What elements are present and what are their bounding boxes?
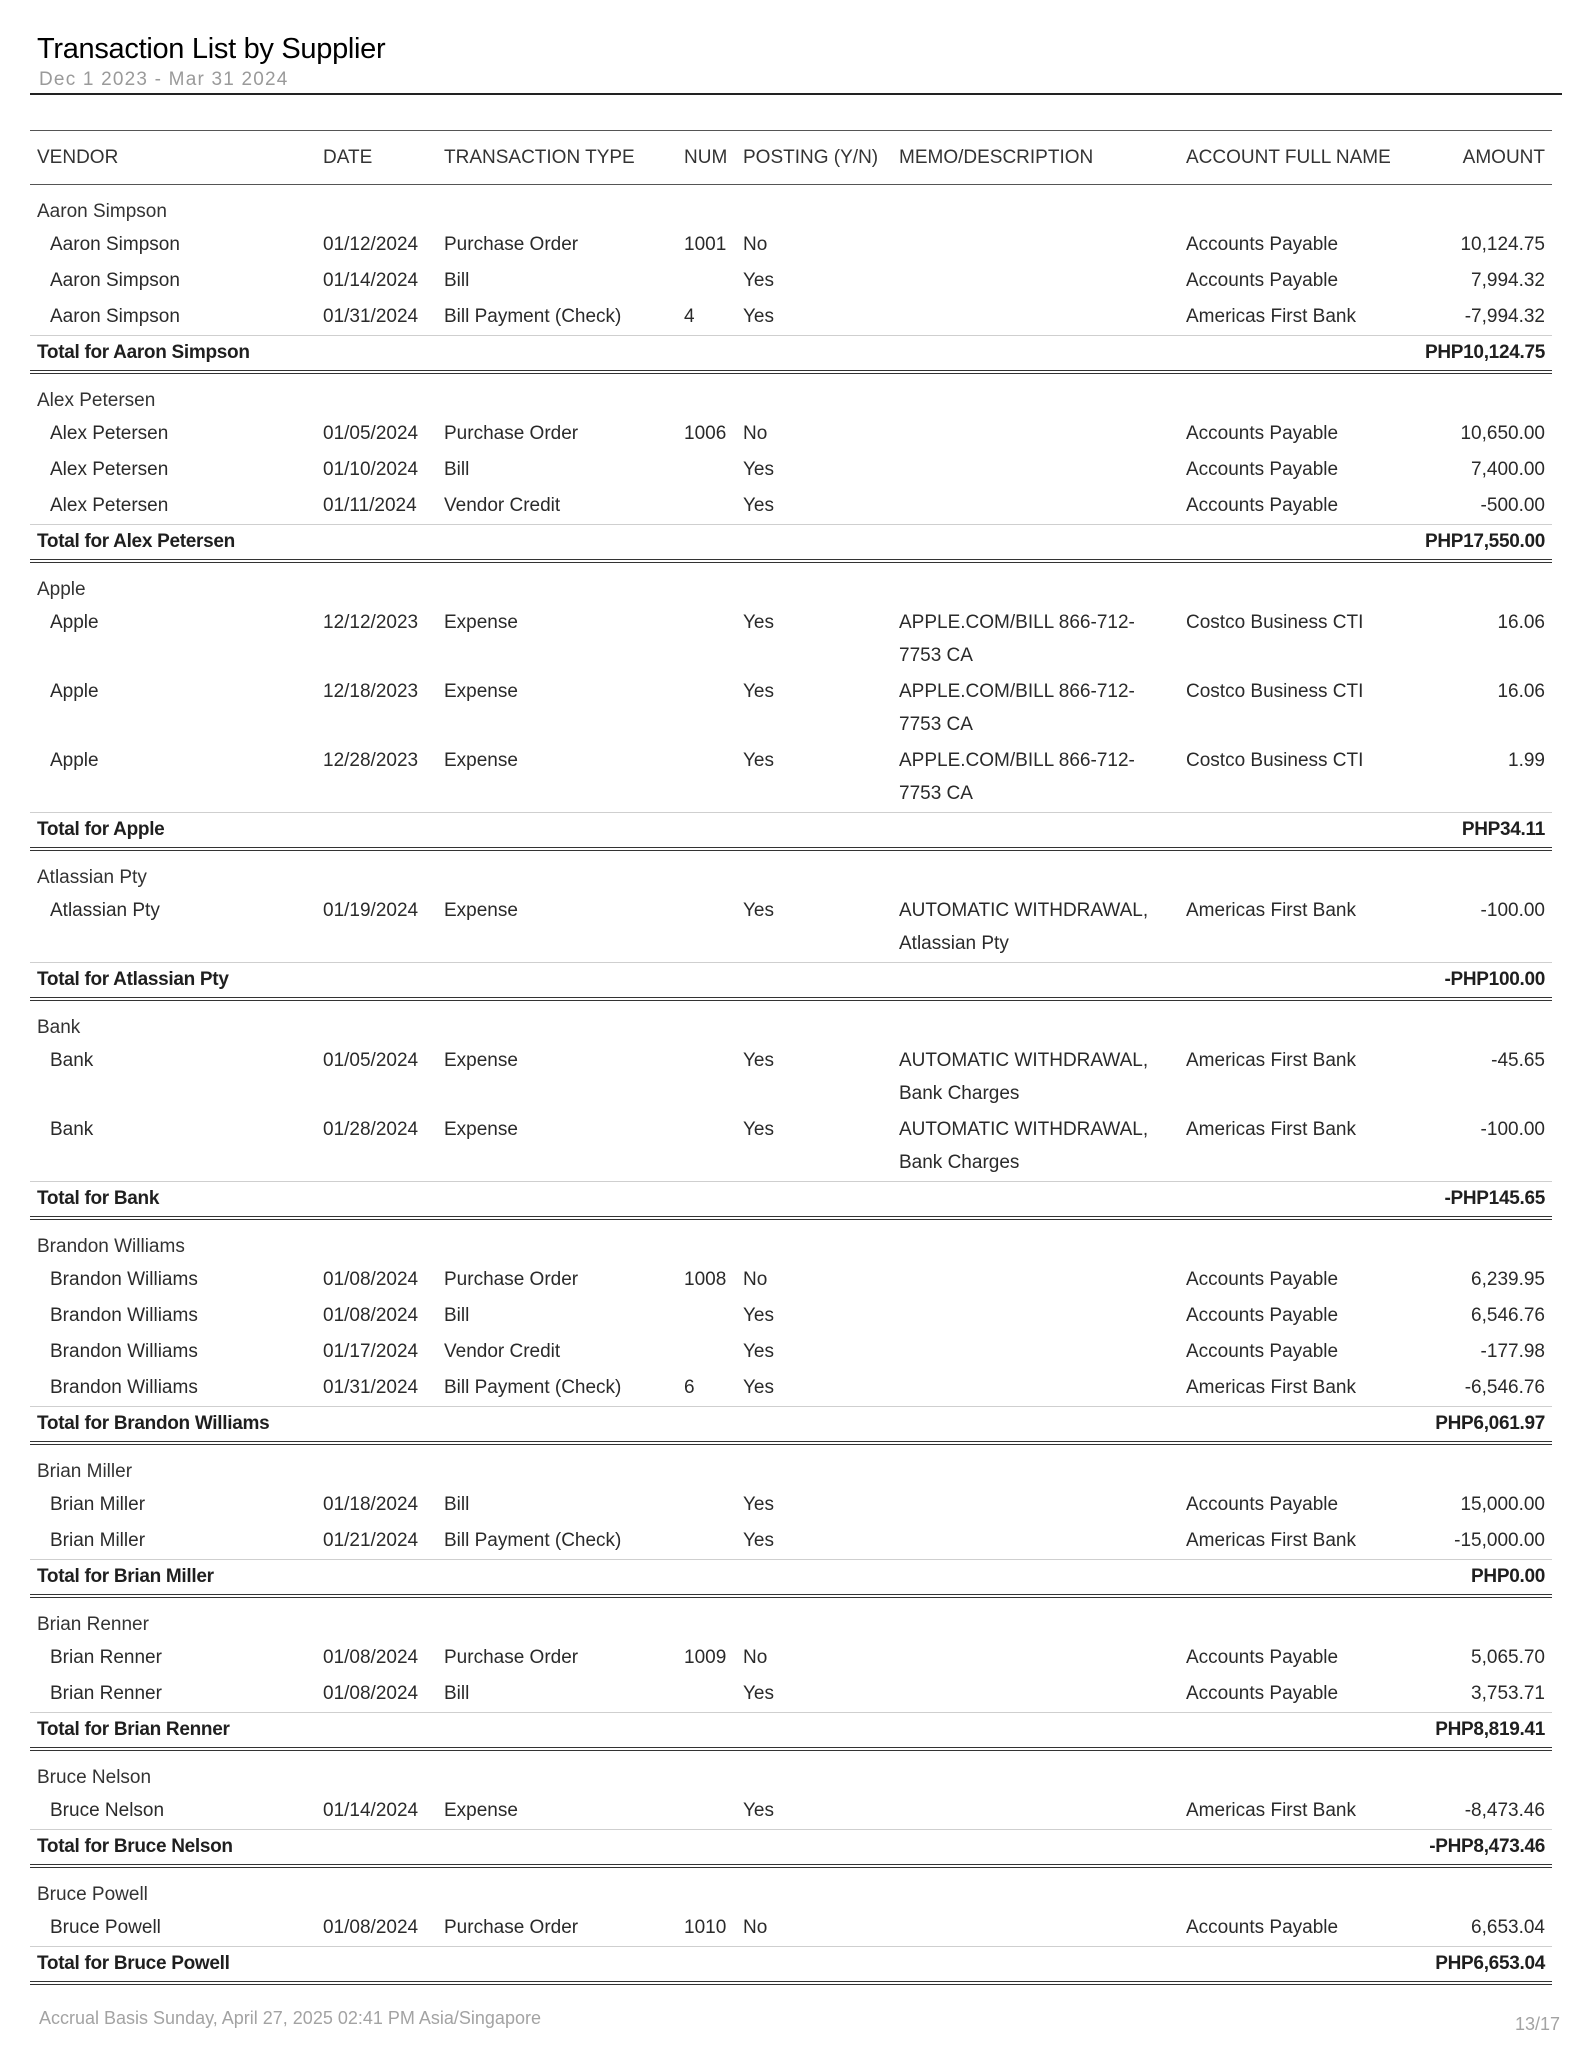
cell-vendor: Brian Renner (50, 1683, 162, 1704)
cell-transaction-type: Bill (444, 1305, 470, 1326)
cell-memo (892, 1334, 1179, 1370)
group-total-amount: PHP8,819.41 (1415, 1713, 1552, 1750)
group-total-label: Total for Apple (30, 813, 1415, 850)
table-row (30, 674, 1552, 743)
cell-account: Accounts Payable (1186, 1341, 1339, 1362)
cell-date: 01/08/2024 (323, 1269, 419, 1290)
cell-posting: Yes (743, 306, 774, 327)
group-total-row (30, 1830, 1552, 1867)
table-row (30, 743, 1552, 813)
table-body (30, 185, 1552, 1984)
group-name: Atlassian Pty (37, 867, 147, 888)
cell-memo (892, 488, 1179, 525)
cell-date: 01/10/2024 (323, 459, 419, 480)
cell-num: 1008 (684, 1269, 727, 1290)
group-total-label: Total for Alex Petersen (30, 525, 1415, 562)
cell-vendor: Bruce Powell (50, 1917, 161, 1938)
group-header-row (30, 185, 1552, 228)
column-header-posting: POSTING (Y/N) (736, 131, 892, 185)
cell-amount: 6,546.76 (1471, 1305, 1545, 1326)
cell-vendor: Atlassian Pty (50, 900, 160, 921)
group-name: Brian Miller (37, 1461, 133, 1482)
cell-account: Accounts Payable (1186, 423, 1339, 444)
cell-vendor: Aaron Simpson (50, 270, 180, 291)
cell-posting: Yes (743, 1305, 774, 1326)
group-total-label: Total for Brandon Williams (30, 1407, 1415, 1444)
cell-transaction-type: Expense (444, 1050, 518, 1071)
cell-account: Accounts Payable (1186, 1494, 1339, 1515)
cell-date: 12/12/2023 (323, 612, 419, 633)
group-name: Bruce Nelson (37, 1767, 152, 1788)
cell-posting: Yes (743, 1377, 774, 1398)
table-row (30, 227, 1552, 263)
cell-num (677, 452, 736, 488)
cell-memo: AUTOMATIC WITHDRAWAL, Bank Charges (899, 1050, 1149, 1104)
cell-num (677, 605, 736, 674)
cell-transaction-type: Bill Payment (Check) (444, 1377, 622, 1398)
cell-transaction-type: Expense (444, 1800, 518, 1821)
group-total-label: Total for Bank (30, 1182, 1415, 1219)
cell-date: 01/14/2024 (323, 1800, 419, 1821)
cell-posting: Yes (743, 1341, 774, 1362)
footer-basis: Accrual Basis Sunday, April 27, 2025 02:41 PM Asia/Singapore (39, 2008, 541, 2028)
table-row (30, 299, 1552, 336)
cell-transaction-type: Purchase Order (444, 234, 579, 255)
cell-transaction-type: Bill (444, 1683, 470, 1704)
cell-amount: 16.06 (1497, 681, 1545, 702)
cell-memo: AUTOMATIC WITHDRAWAL, Atlassian Pty (899, 900, 1149, 954)
cell-memo (892, 1487, 1179, 1523)
cell-transaction-type: Expense (444, 612, 518, 633)
cell-memo (892, 263, 1179, 299)
cell-num (677, 1523, 736, 1560)
cell-posting: Yes (743, 1683, 774, 1704)
cell-posting: No (743, 423, 768, 444)
column-header-date: DATE (316, 131, 437, 185)
group-total-label: Total for Aaron Simpson (30, 336, 1415, 373)
group-total-row (30, 1407, 1552, 1444)
cell-account: Americas First Bank (1186, 1800, 1356, 1821)
cell-vendor: Apple (50, 681, 99, 702)
cell-posting: Yes (743, 750, 774, 771)
cell-amount: -177.98 (1480, 1341, 1545, 1362)
cell-account: Accounts Payable (1186, 270, 1339, 291)
group-total-amount: -PHP145.65 (1415, 1182, 1552, 1219)
cell-amount: 1.99 (1508, 750, 1545, 771)
table-row (30, 1910, 1552, 1947)
cell-vendor: Brandon Williams (50, 1341, 198, 1362)
cell-memo (892, 299, 1179, 336)
group-header-row (30, 1749, 1552, 1793)
cell-amount: 5,065.70 (1471, 1647, 1545, 1668)
cell-num (677, 893, 736, 963)
group-total-label: Total for Bruce Powell (30, 1947, 1415, 1984)
cell-posting: No (743, 1269, 768, 1290)
cell-transaction-type: Expense (444, 681, 518, 702)
group-total-label: Total for Bruce Nelson (30, 1830, 1415, 1867)
cell-memo (892, 227, 1179, 263)
cell-posting: Yes (743, 1494, 774, 1515)
cell-transaction-type: Vendor Credit (444, 1341, 561, 1362)
table-row (30, 1487, 1552, 1523)
table-header-row (30, 131, 1552, 185)
cell-transaction-type: Purchase Order (444, 1917, 579, 1938)
cell-date: 12/18/2023 (323, 681, 419, 702)
table-row (30, 1043, 1552, 1112)
cell-transaction-type: Expense (444, 750, 518, 771)
cell-num: 1010 (684, 1917, 727, 1938)
cell-num (677, 1043, 736, 1112)
cell-account: Costco Business CTI (1186, 612, 1364, 633)
report-title: Transaction List by Supplier (37, 33, 386, 65)
cell-vendor: Bank (50, 1119, 94, 1140)
cell-amount: 15,000.00 (1460, 1494, 1545, 1515)
cell-amount: -500.00 (1480, 495, 1545, 516)
cell-account: Accounts Payable (1186, 1647, 1339, 1668)
cell-amount: 16.06 (1497, 612, 1545, 633)
group-header-row (30, 561, 1552, 605)
group-total-row (30, 813, 1552, 850)
cell-vendor: Bruce Nelson (50, 1800, 165, 1821)
group-header-row (30, 372, 1552, 416)
cell-posting: Yes (743, 681, 774, 702)
cell-account: Americas First Bank (1186, 306, 1356, 327)
cell-amount: 7,994.32 (1471, 270, 1545, 291)
table-row (30, 488, 1552, 525)
cell-account: Accounts Payable (1186, 1683, 1339, 1704)
cell-posting: No (743, 234, 768, 255)
column-header-amount: AMOUNT (1415, 131, 1552, 185)
cell-vendor: Bank (50, 1050, 94, 1071)
group-total-row (30, 963, 1552, 1000)
group-total-row (30, 525, 1552, 562)
cell-num: 1009 (684, 1647, 727, 1668)
group-name: Brandon Williams (37, 1236, 185, 1257)
cell-amount: 7,400.00 (1471, 459, 1545, 480)
group-name: Brian Renner (37, 1614, 149, 1635)
column-header-memo: MEMO/DESCRIPTION (892, 131, 1179, 185)
cell-num: 4 (684, 306, 695, 327)
table-row (30, 605, 1552, 674)
cell-memo (892, 1370, 1179, 1407)
cell-num (677, 1298, 736, 1334)
transaction-table (30, 130, 1552, 1985)
cell-posting: Yes (743, 459, 774, 480)
column-header-account: ACCOUNT FULL NAME (1179, 131, 1415, 185)
group-total-amount: PHP6,061.97 (1415, 1407, 1552, 1444)
group-total-amount: PHP10,124.75 (1415, 336, 1552, 373)
table-row (30, 416, 1552, 452)
cell-vendor: Brandon Williams (50, 1377, 198, 1398)
cell-memo: APPLE.COM/BILL 866-712-7753 CA (899, 750, 1135, 804)
cell-date: 01/21/2024 (323, 1530, 419, 1551)
table-row (30, 1262, 1552, 1298)
cell-date: 01/08/2024 (323, 1917, 419, 1938)
cell-vendor: Alex Petersen (50, 423, 169, 444)
column-header-vendor: VENDOR (30, 131, 316, 185)
cell-amount: -8,473.46 (1464, 1800, 1545, 1821)
column-header-num: NUM (677, 131, 736, 185)
cell-num (677, 263, 736, 299)
cell-transaction-type: Bill Payment (Check) (444, 1530, 622, 1551)
title-divider (30, 93, 1562, 95)
cell-posting: Yes (743, 1119, 774, 1140)
cell-num: 1001 (684, 234, 727, 255)
cell-amount: 6,239.95 (1471, 1269, 1545, 1290)
cell-account: Americas First Bank (1186, 900, 1356, 921)
cell-account: Americas First Bank (1186, 1119, 1356, 1140)
cell-amount: -6,546.76 (1464, 1377, 1545, 1398)
cell-transaction-type: Expense (444, 1119, 518, 1140)
cell-transaction-type: Purchase Order (444, 1647, 579, 1668)
table-row (30, 1112, 1552, 1182)
cell-date: 01/08/2024 (323, 1647, 419, 1668)
cell-date: 01/28/2024 (323, 1119, 419, 1140)
cell-date: 01/19/2024 (323, 900, 419, 921)
cell-vendor: Alex Petersen (50, 495, 169, 516)
cell-transaction-type: Expense (444, 900, 518, 921)
cell-date: 01/08/2024 (323, 1683, 419, 1704)
cell-date: 01/05/2024 (323, 1050, 419, 1071)
cell-memo (892, 452, 1179, 488)
cell-amount: -15,000.00 (1454, 1530, 1545, 1551)
group-total-label: Total for Atlassian Pty (30, 963, 1415, 1000)
group-header-row (30, 1866, 1552, 1910)
cell-transaction-type: Bill (444, 459, 470, 480)
cell-amount: -45.65 (1491, 1050, 1545, 1071)
cell-num (677, 1487, 736, 1523)
group-total-label: Total for Brian Miller (30, 1560, 1415, 1597)
group-header-row (30, 1218, 1552, 1262)
cell-date: 12/28/2023 (323, 750, 419, 771)
cell-memo: AUTOMATIC WITHDRAWAL, Bank Charges (899, 1119, 1149, 1173)
group-name: Aaron Simpson (37, 201, 167, 222)
group-total-amount: PHP6,653.04 (1415, 1947, 1552, 1984)
table-row (30, 1676, 1552, 1713)
group-total-row (30, 1560, 1552, 1597)
cell-num: 1006 (684, 423, 727, 444)
table-row (30, 1523, 1552, 1560)
cell-date: 01/11/2024 (323, 495, 417, 516)
cell-num: 6 (684, 1377, 695, 1398)
cell-posting: Yes (743, 495, 774, 516)
cell-account: Costco Business CTI (1186, 681, 1364, 702)
cell-memo: APPLE.COM/BILL 866-712-7753 CA (899, 612, 1135, 666)
table-row (30, 1640, 1552, 1676)
group-name: Bank (37, 1017, 81, 1038)
table-row (30, 263, 1552, 299)
cell-account: Accounts Payable (1186, 495, 1339, 516)
cell-num (677, 488, 736, 525)
group-total-row (30, 1182, 1552, 1219)
cell-posting: No (743, 1647, 768, 1668)
cell-memo (892, 1262, 1179, 1298)
group-total-amount: PHP17,550.00 (1415, 525, 1552, 562)
group-name: Alex Petersen (37, 390, 156, 411)
cell-date: 01/17/2024 (323, 1341, 419, 1362)
cell-amount: -100.00 (1480, 900, 1545, 921)
footer-page-number: 13/17 (1514, 2014, 1560, 2034)
cell-memo (892, 1676, 1179, 1713)
cell-posting: Yes (743, 1530, 774, 1551)
group-name: Bruce Powell (37, 1884, 148, 1905)
cell-vendor: Aaron Simpson (50, 306, 180, 327)
group-header-row (30, 849, 1552, 893)
group-header-row (30, 999, 1552, 1043)
cell-transaction-type: Purchase Order (444, 423, 579, 444)
group-total-row (30, 1713, 1552, 1750)
cell-posting: No (743, 1917, 768, 1938)
cell-vendor: Apple (50, 612, 99, 633)
cell-amount: 10,124.75 (1460, 234, 1545, 255)
cell-memo (892, 1640, 1179, 1676)
cell-vendor: Brian Renner (50, 1647, 162, 1668)
cell-num (677, 1112, 736, 1182)
cell-account: Americas First Bank (1186, 1530, 1356, 1551)
cell-amount: 6,653.04 (1471, 1917, 1545, 1938)
table-row (30, 452, 1552, 488)
group-total-label: Total for Brian Renner (30, 1713, 1415, 1750)
cell-posting: Yes (743, 1050, 774, 1071)
cell-date: 01/31/2024 (323, 1377, 419, 1398)
cell-vendor: Apple (50, 750, 99, 771)
group-total-amount: PHP34.11 (1415, 813, 1552, 850)
cell-posting: Yes (743, 612, 774, 633)
group-total-row (30, 1947, 1552, 1984)
cell-posting: Yes (743, 900, 774, 921)
cell-account: Accounts Payable (1186, 234, 1339, 255)
group-header-row (30, 1596, 1552, 1640)
cell-vendor: Brian Miller (50, 1494, 146, 1515)
cell-num (677, 1334, 736, 1370)
cell-transaction-type: Purchase Order (444, 1269, 579, 1290)
cell-amount: 10,650.00 (1460, 423, 1545, 444)
cell-date: 01/12/2024 (323, 234, 419, 255)
group-name: Apple (37, 579, 86, 600)
cell-memo (892, 1523, 1179, 1560)
cell-transaction-type: Bill Payment (Check) (444, 306, 622, 327)
table-row (30, 1370, 1552, 1407)
group-total-amount: -PHP8,473.46 (1415, 1830, 1552, 1867)
cell-account: Accounts Payable (1186, 459, 1339, 480)
cell-date: 01/08/2024 (323, 1305, 419, 1326)
cell-vendor: Aaron Simpson (50, 234, 180, 255)
cell-date: 01/31/2024 (323, 306, 419, 327)
table-row (30, 1793, 1552, 1830)
cell-account: Costco Business CTI (1186, 750, 1364, 771)
cell-date: 01/14/2024 (323, 270, 419, 291)
group-total-amount: -PHP100.00 (1415, 963, 1552, 1000)
cell-num (677, 1793, 736, 1830)
cell-num (677, 674, 736, 743)
cell-memo (892, 1910, 1179, 1947)
cell-account: Accounts Payable (1186, 1305, 1339, 1326)
column-header-transaction-type: TRANSACTION TYPE (437, 131, 677, 185)
cell-num (677, 743, 736, 813)
group-header-row (30, 1443, 1552, 1487)
cell-posting: Yes (743, 1800, 774, 1821)
cell-vendor: Brian Miller (50, 1530, 146, 1551)
cell-amount: -100.00 (1480, 1119, 1545, 1140)
table-row (30, 1334, 1552, 1370)
cell-account: Americas First Bank (1186, 1377, 1356, 1398)
cell-memo (892, 1793, 1179, 1830)
group-total-row (30, 336, 1552, 373)
cell-memo (892, 416, 1179, 452)
cell-amount: -7,994.32 (1464, 306, 1545, 327)
cell-vendor: Brandon Williams (50, 1305, 198, 1326)
cell-account: Accounts Payable (1186, 1269, 1339, 1290)
cell-memo: APPLE.COM/BILL 866-712-7753 CA (899, 681, 1135, 735)
cell-account: Americas First Bank (1186, 1050, 1356, 1071)
table-row (30, 893, 1552, 963)
cell-memo (892, 1298, 1179, 1334)
group-total-amount: PHP0.00 (1415, 1560, 1552, 1597)
cell-vendor: Alex Petersen (50, 459, 169, 480)
cell-posting: Yes (743, 270, 774, 291)
cell-transaction-type: Bill (444, 1494, 470, 1515)
cell-transaction-type: Bill (444, 270, 470, 291)
cell-account: Accounts Payable (1186, 1917, 1339, 1938)
cell-amount: 3,753.71 (1471, 1683, 1545, 1704)
report-date-range: Dec 1 2023 - Mar 31 2024 (39, 69, 289, 90)
cell-date: 01/18/2024 (323, 1494, 419, 1515)
cell-num (677, 1676, 736, 1713)
cell-date: 01/05/2024 (323, 423, 419, 444)
table-row (30, 1298, 1552, 1334)
cell-vendor: Brandon Williams (50, 1269, 198, 1290)
cell-transaction-type: Vendor Credit (444, 495, 561, 516)
